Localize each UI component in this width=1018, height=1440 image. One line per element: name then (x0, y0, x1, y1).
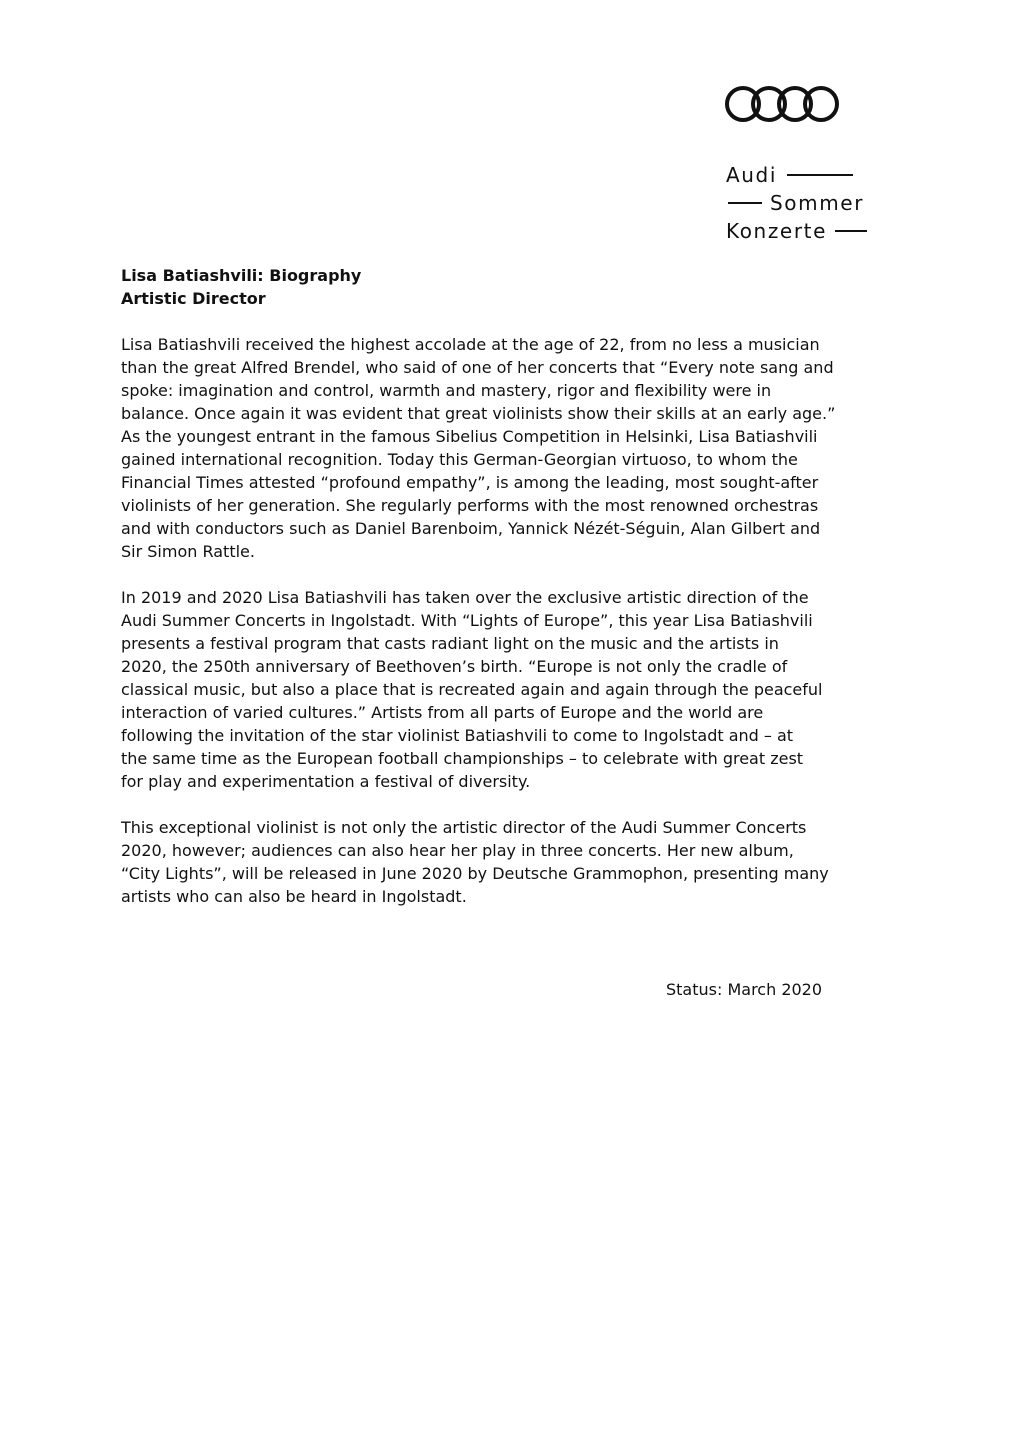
text-line: spoke: imagination and control, warmth and mastery, rigor and flexibility were in (121, 381, 772, 400)
wordmark-rule (787, 174, 853, 176)
text-line: the same time as the European football championships – to celebrate with great zest (121, 749, 804, 768)
wordmark-line-1 (726, 162, 853, 188)
document-title: Lisa Batiashvili: Biography (121, 266, 362, 285)
text-line: 2020, however; audiences can also hear her play in three concerts. Her new album, (121, 841, 794, 860)
text-line: “City Lights”, will be released in June 2020 by Deutsche Grammophon, presenting many (121, 864, 829, 883)
text-line: Audi Summer Concerts in Ingolstadt. With “Lights of Europe”, this year Lisa Batiashvili (121, 611, 813, 630)
status-date: Status: March 2020 (666, 980, 823, 999)
text-line: Lisa Batiashvili received the highest accolade at the age of 22, from no less a musician (121, 335, 820, 354)
text-line: for play and experimentation a festival of diversity. (121, 772, 531, 791)
wordmark-rule (728, 202, 762, 204)
wordmark-line-3 (726, 218, 867, 244)
text-line: interaction of varied cultures.” Artists from all parts of Europe and the world are (121, 703, 764, 722)
text-line: presents a festival program that casts radiant light on the music and the artists in (121, 634, 779, 653)
text-line: As the youngest entrant in the famous Sibelius Competition in Helsinki, Lisa Batiashvili (121, 427, 818, 446)
audi-rings-icon (723, 84, 841, 124)
paragraph-2 (121, 586, 901, 793)
text-line: Financial Times attested “profound empathy”, is among the leading, most sought-after (121, 473, 819, 492)
text-line: balance. Once again it was evident that great violinists show their skills at an early age.” (121, 404, 836, 423)
text-line: following the invitation of the star violinist Batiashvili to come to Ingolstadt and – at (121, 726, 794, 745)
text-line: classical music, but also a place that is recreated again and again through the peaceful (121, 680, 823, 699)
wordmark-audi: Audi (726, 163, 778, 187)
wordmark-konzerte: Konzerte (726, 219, 828, 243)
text-line: and with conductors such as Daniel Barenboim, Yannick Nézét-Séguin, Alan Gilbert and (121, 519, 821, 538)
paragraph-1 (121, 333, 901, 563)
wordmark-rule (835, 230, 867, 232)
text-line: violinists of her generation. She regularly performs with the most renowned orchestras (121, 496, 819, 515)
text-line: 2020, the 250th anniversary of Beethoven’s birth. “Europe is not only the cradle of (121, 657, 788, 676)
wordmark-sommer: Sommer (770, 191, 865, 215)
audi-sommer-konzerte-wordmark (726, 160, 901, 246)
text-line: In 2019 and 2020 Lisa Batiashvili has taken over the exclusive artistic direction of the (121, 588, 809, 607)
text-line: than the great Alfred Brendel, who said of one of her concerts that “Every note sang and (121, 358, 834, 377)
document-body (121, 264, 901, 908)
text-line: gained international recognition. Today this German-Georgian virtuoso, to whom the (121, 450, 798, 469)
document-subtitle: Artistic Director (121, 289, 266, 308)
text-line: This exceptional violinist is not only the artistic director of the Audi Summer Concerts (121, 818, 807, 837)
text-line: Sir Simon Rattle. (121, 542, 255, 561)
wordmark-line-2 (728, 190, 864, 216)
text-line: artists who can also be heard in Ingolstadt. (121, 887, 467, 906)
paragraph-3 (121, 816, 901, 908)
